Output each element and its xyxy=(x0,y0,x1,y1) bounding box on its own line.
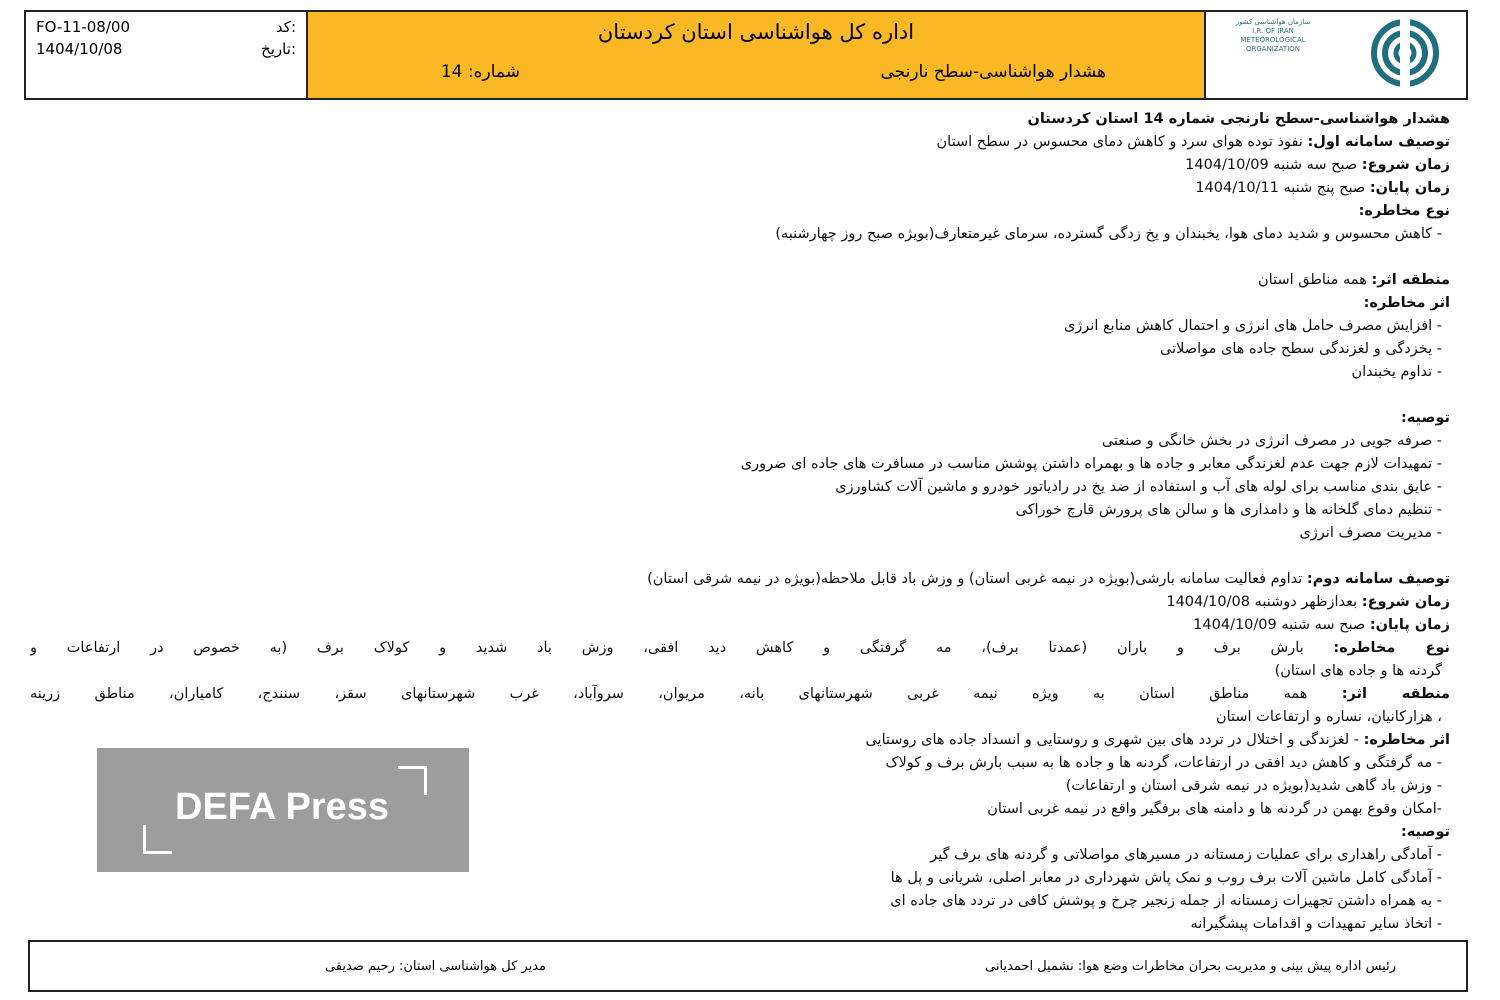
line-label: اثر مخاطره: xyxy=(1363,295,1450,311)
line-label: توصیه: xyxy=(1400,824,1450,840)
date-label: تاریخ: xyxy=(261,40,296,58)
line-label: منطقه اثر: xyxy=(1341,686,1450,702)
text-line xyxy=(30,407,1450,430)
line-text: ، هزارکانیان، نساره و ارتفاعات استان xyxy=(1215,709,1442,725)
text-line xyxy=(30,890,1450,913)
text-line xyxy=(30,660,1450,683)
line-label: زمان پایان: xyxy=(1369,180,1450,196)
line-text: - تمهیدات لازم جهت عدم لغزندگی معابر و جاده ها و بهمراه داشتن پوشش مناسب در مسافرت های جاده ای ضروری xyxy=(740,456,1442,472)
text-line xyxy=(30,131,1450,154)
line-text: نفوذ توده هوای سرد و کاهش دمای محسوس در سطح استان xyxy=(936,134,1308,150)
signature-footer xyxy=(28,940,1468,992)
line-text: - آمادگی کامل ماشین آلات برف روب و نمک پاش شهرداری در معابر اصلی، شریانی و پل ها xyxy=(890,870,1442,886)
line-text: - صرفه جویی در مصرف انرژی در بخش خانگی و صنعتی xyxy=(1101,433,1442,449)
line-text: گردنه ها و جاده های استان) xyxy=(1274,663,1442,679)
header-title-cell xyxy=(308,12,1206,98)
blank-line xyxy=(30,545,1450,568)
logo-text: METEOROLOGICAL xyxy=(1240,36,1306,44)
line-text: صبح سه شنبه 1404/10/09 xyxy=(1185,157,1362,173)
text-line xyxy=(30,108,1450,131)
document-header xyxy=(24,10,1468,100)
text-line xyxy=(30,476,1450,499)
text-line xyxy=(30,614,1450,637)
text-line xyxy=(30,292,1450,315)
text-line xyxy=(30,706,1450,729)
line-text: - آمادگی راهداری برای عملیات زمستانه در مسیرهای مواصلاتی و گردنه های برف گیر xyxy=(930,847,1442,863)
text-line xyxy=(30,361,1450,384)
line-text: - افزایش مصرف حامل های انرژی و احتمال کاهش منابع انرژی xyxy=(1063,318,1442,334)
logo-text: ORGANIZATION xyxy=(1245,45,1300,53)
line-text: - اتخاذ سایر تمهیدات و اقدامات پیشگیرانه xyxy=(1190,916,1442,932)
line-text: همه مناطق استان xyxy=(1258,272,1372,288)
text-line xyxy=(30,913,1450,936)
text-line xyxy=(30,683,1450,706)
line-text: - لغزندگی و اختلال در تردد های بین شهری و روستایی و انسداد جاده های روستایی xyxy=(865,732,1364,748)
text-line xyxy=(30,453,1450,476)
text-line xyxy=(30,200,1450,223)
line-label: نوع مخاطره: xyxy=(1333,640,1450,656)
text-line xyxy=(30,591,1450,614)
line-text: - تداوم یخبندان xyxy=(1351,364,1442,380)
org-title: اداره کل هواشناسی استان کردستان xyxy=(597,20,915,44)
corner-bracket-icon xyxy=(398,766,427,795)
code-value: FO-11-08/00 xyxy=(36,18,130,36)
meteorological-organization-logo xyxy=(1206,12,1466,98)
line-text: - عایق بندی مناسب برای لوله های آب و استفاده از ضد یخ در رادیاتور خودرو و ماشین آلات کشاورزی xyxy=(835,479,1442,495)
line-text: بارش برف و باران (عمدتا برف)، مه گرفتگی و کاهش دید افقی، وزش باد شدید و کولاک برف (به خصوص در ارتفاعات و xyxy=(30,640,1334,656)
logo-text: سازمان هواشناسی کشور xyxy=(1235,18,1311,26)
line-label: توصیف سامانه اول: xyxy=(1307,134,1450,150)
date-value: 1404/10/08 xyxy=(36,40,123,58)
line-label: توصیه: xyxy=(1400,410,1450,426)
line-text: - یخزدگی و لغزندگی سطح جاده های مواصلاتی xyxy=(1159,341,1442,357)
line-text: - کاهش محسوس و شدید دمای هوا، یخبندان و یخ زدگی گسترده، سرمای غیرمتعارف(بویژه صبح روز چهارشنبه) xyxy=(775,226,1442,242)
line-text: - به همراه داشتن تجهیزات زمستانه از جمله زنجیر چرخ و پوشش کافی در تردد های جاده ای xyxy=(890,893,1442,909)
line-text: صبح پنج شنبه 1404/10/11 xyxy=(1195,180,1370,196)
logo-text: I.R. OF IRAN xyxy=(1252,27,1294,35)
watermark-text: DEFA Press xyxy=(175,786,390,828)
director-signature: مدیر کل هواشناسی استان: رحیم صدیقی xyxy=(324,959,546,974)
line-text: - تنظیم دمای گلخانه ها و دامداری ها و سالن های پرورش قارچ خوراکی xyxy=(1015,502,1442,518)
text-line xyxy=(30,177,1450,200)
text-line xyxy=(30,338,1450,361)
code-label: کد: xyxy=(275,18,296,36)
warning-level: هشدار هواشناسی-سطح نارنجی xyxy=(880,62,1106,82)
line-text: صبح سه شنبه 1404/10/09 xyxy=(1193,617,1370,633)
logo-spiral-icon xyxy=(1370,18,1440,88)
line-label: اثر مخاطره: xyxy=(1363,732,1450,748)
line-text: - وزش باد گاهی شدید(بویژه در نیمه شرقی استان و ارتفاعات) xyxy=(1065,778,1442,794)
line-label: زمان شروع: xyxy=(1361,157,1450,173)
line-label: توصیف سامانه دوم: xyxy=(1306,571,1450,587)
line-label: زمان شروع: xyxy=(1361,594,1450,610)
corner-bracket-icon xyxy=(143,825,172,854)
line-label: هشدار هواشناسی-سطح نارنجی شماره 14 استان کردستان xyxy=(1027,111,1450,127)
line-text: همه مناطق استان به ویژه نیمه غربی شهرستانهای بانه، مریوان، سروآباد، غرب شهرستانهای سقز، سنندج، کامیاران، مناطق زرینه xyxy=(30,686,1342,702)
text-line xyxy=(30,522,1450,545)
blank-line xyxy=(30,246,1450,269)
text-line xyxy=(30,315,1450,338)
forecast-head-signature: رئیس اداره پیش بینی و مدیریت بحران مخاطرات وضع هوا: نشمیل احمدیانی xyxy=(985,959,1396,974)
text-line xyxy=(30,430,1450,453)
line-text: - مه گرفتگی و کاهش دید افقی در ارتفاعات، گردنه ها و جاده ها به سبب بارش برف و کولاک xyxy=(885,755,1442,771)
text-line xyxy=(30,223,1450,246)
line-label: زمان پایان: xyxy=(1369,617,1450,633)
text-line xyxy=(30,637,1450,660)
line-text: بعدازظهر دوشنبه 1404/10/08 xyxy=(1166,594,1362,610)
text-line xyxy=(30,269,1450,292)
line-text: - مدیریت مصرف انرژی xyxy=(1299,525,1442,541)
blank-line xyxy=(30,384,1450,407)
text-line xyxy=(30,154,1450,177)
line-label: نوع مخاطره: xyxy=(1358,203,1450,219)
watermark xyxy=(97,748,469,872)
text-line xyxy=(30,499,1450,522)
line-text: -امکان وقوع بهمن در گردنه ها و دامنه های برفگیر واقع در نیمه غربی استان xyxy=(987,801,1442,817)
warning-number: شماره: 14 xyxy=(440,62,520,82)
text-line xyxy=(30,568,1450,591)
line-label: منطقه اثر: xyxy=(1371,272,1450,288)
document-meta xyxy=(26,12,308,98)
line-text: تداوم فعالیت سامانه بارشی(بویژه در نیمه غربی استان) و وزش باد قابل ملاحظه(بویژه در نیمه شرقی استان) xyxy=(647,571,1307,587)
